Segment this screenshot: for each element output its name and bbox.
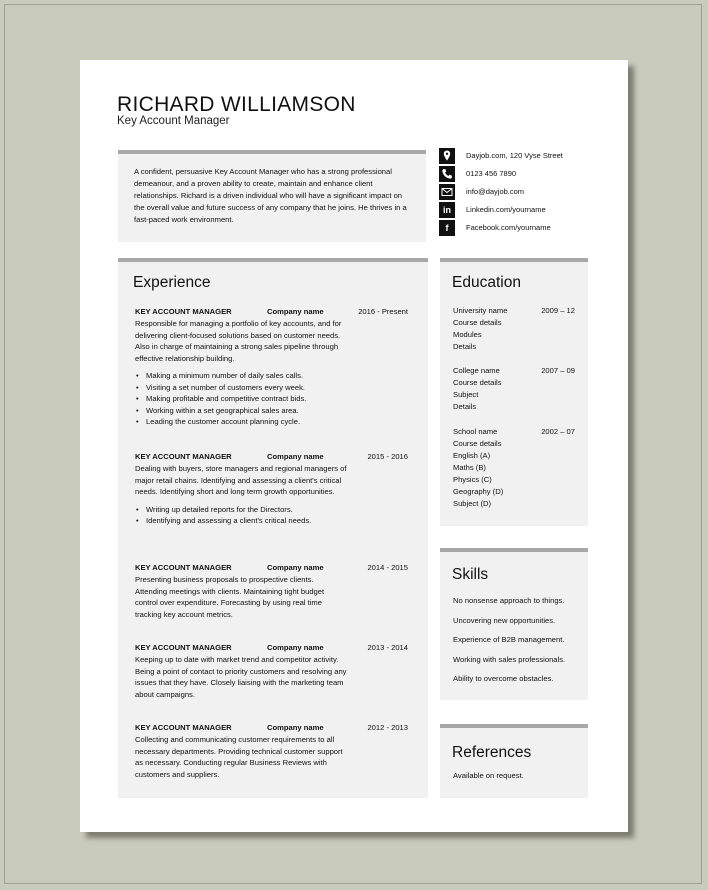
job-description: Dealing with buyers, store managers and regional managers of major retail chains. Identifying and assessing a client's critical needs. Identifying short and long term growth opportunities. bbox=[135, 464, 347, 496]
education-entry bbox=[453, 426, 581, 510]
profile-summary: A confident, persuasive Key Account Manager who has a strong professional demeanour, and a proven ability to create, maintain and enhance client relationships. Richard is a driven individual who will have a significant impact on the overall value and future success of any company that he joins. He thrives in a fast-paced work environment. bbox=[118, 150, 426, 242]
skill-item: No nonsense approach to things. bbox=[453, 596, 565, 605]
job-description: Presenting business proposals to prospective clients. Attending meetings with clients. Maintaining tight budget control over expenditure. Forecasting by using real time tracking key account metrics. bbox=[135, 575, 325, 619]
education-line: Details bbox=[453, 342, 477, 351]
bullet-item: • Identifying and assessing a client's critical needs. bbox=[146, 515, 413, 527]
contact-facebook[interactable] bbox=[439, 220, 619, 238]
job-description: Responsible for managing a portfolio of key accounts, and for delivering client-focused solutions based on customer needs. Also in charge of maintaining a strong sales pipeline through effective relationship building. bbox=[135, 319, 342, 363]
skills-heading: Skills bbox=[452, 566, 489, 583]
contact-phone bbox=[439, 166, 619, 184]
education-heading: Education bbox=[452, 274, 521, 291]
contact-email[interactable] bbox=[439, 184, 619, 202]
contact-address bbox=[439, 148, 619, 166]
job-dates: 2016 - Present bbox=[358, 307, 408, 316]
skill-item: Experience of B2B management. bbox=[453, 635, 565, 644]
skills-list bbox=[453, 596, 565, 694]
email-icon bbox=[439, 184, 455, 200]
references-text: Available on request. bbox=[453, 771, 524, 780]
bullet-item: • Writing up detailed reports for the Directors. bbox=[146, 504, 413, 516]
job-entry bbox=[135, 722, 413, 780]
education-dates: 2007 – 09 bbox=[541, 366, 575, 375]
skill-item: Uncovering new opportunities. bbox=[453, 615, 556, 625]
bullet-item: • Leading the customer account planning cycle. bbox=[146, 416, 413, 428]
job-description: Keeping up to date with market trend and competitor activity. Being a point of contact to priority customers and resolving any issues that they have. Closely liaising with the marketing team about campaigns. bbox=[135, 655, 347, 699]
job-dates: 2014 - 2015 bbox=[367, 563, 408, 572]
contact-list bbox=[439, 148, 619, 238]
education-section bbox=[440, 258, 588, 526]
job-title: KEY ACCOUNT MANAGER bbox=[135, 723, 232, 732]
education-dates: 2002 – 07 bbox=[541, 427, 575, 436]
contact-address-text: Dayjob.com, 120 Vyse Street bbox=[466, 151, 563, 160]
company-name: Company name bbox=[267, 563, 324, 572]
job-title: KEY ACCOUNT MANAGER bbox=[135, 643, 232, 652]
education-line: Course details bbox=[453, 318, 502, 327]
linkedin-icon: in bbox=[439, 202, 455, 218]
job-description: Collecting and communicating customer requirements to all necessary departments. Providing technical customer support as necessary. Conducting regular Business Reviews with customers and suppliers. bbox=[135, 735, 343, 779]
job-dates: 2013 - 2014 bbox=[367, 643, 408, 652]
job-title: Key Account Manager bbox=[117, 115, 230, 127]
experience-heading: Experience bbox=[133, 274, 211, 291]
company-name: Company name bbox=[267, 452, 324, 461]
education-line: Modules bbox=[453, 330, 482, 339]
job-dates: 2012 - 2013 bbox=[367, 723, 408, 732]
education-line: Physics (C) bbox=[453, 475, 492, 484]
contact-facebook-text[interactable]: Facebook.com/yourname bbox=[466, 223, 551, 232]
education-entry bbox=[453, 365, 581, 413]
job-entry bbox=[135, 451, 413, 527]
job-title: KEY ACCOUNT MANAGER bbox=[135, 563, 232, 572]
resume-page bbox=[80, 60, 628, 832]
bullet-item: • Making profitable and competitive contract bids. bbox=[146, 393, 413, 405]
skill-item: Working with sales professionals. bbox=[453, 654, 566, 664]
institution-name: University name bbox=[453, 306, 508, 315]
contact-phone-text: 0123 456 7890 bbox=[466, 169, 517, 178]
skill-item: Ability to overcome obstacles. bbox=[453, 674, 554, 683]
candidate-name: RICHARD WILLIAMSON bbox=[117, 93, 356, 116]
education-line: Subject (D) bbox=[453, 499, 491, 508]
education-line: Subject bbox=[453, 390, 479, 399]
job-entry bbox=[135, 562, 413, 620]
contact-linkedin-text[interactable]: Linkedin.com/yourname bbox=[466, 205, 546, 214]
facebook-icon: f bbox=[439, 220, 455, 236]
bullet-item: • Making a minimum number of daily sales calls. bbox=[146, 370, 413, 382]
references-section bbox=[440, 724, 588, 798]
bullet-item: • Visiting a set number of customers every week. bbox=[146, 382, 413, 394]
phone-icon bbox=[439, 166, 455, 182]
institution-name: School name bbox=[453, 427, 498, 436]
education-line: Course details bbox=[453, 378, 502, 387]
job-title: KEY ACCOUNT MANAGER bbox=[135, 307, 232, 316]
company-name: Company name bbox=[267, 307, 324, 316]
job-title: KEY ACCOUNT MANAGER bbox=[135, 452, 232, 461]
education-line: Details bbox=[453, 402, 477, 411]
institution-name: College name bbox=[453, 366, 500, 375]
company-name: Company name bbox=[267, 723, 324, 732]
job-entry bbox=[135, 642, 413, 700]
contact-linkedin[interactable] bbox=[439, 202, 619, 220]
job-dates: 2015 - 2016 bbox=[367, 452, 408, 461]
references-heading: References bbox=[452, 744, 532, 761]
education-dates: 2009 – 12 bbox=[541, 306, 575, 315]
experience-section bbox=[118, 258, 428, 798]
job-bullets bbox=[135, 504, 413, 527]
company-name: Company name bbox=[267, 643, 324, 652]
bullet-item: • Working within a set geographical sales area. bbox=[146, 405, 413, 417]
education-entry bbox=[453, 305, 581, 353]
education-line: Maths (B) bbox=[453, 463, 486, 472]
education-line: Course details bbox=[453, 439, 502, 448]
location-pin-icon bbox=[439, 148, 455, 164]
job-bullets bbox=[135, 370, 413, 428]
job-entry bbox=[135, 306, 413, 428]
skills-section bbox=[440, 548, 588, 700]
contact-email-text[interactable]: info@dayjob.com bbox=[466, 187, 525, 196]
education-line: English (A) bbox=[453, 451, 491, 460]
education-line: Geography (D) bbox=[453, 487, 504, 496]
